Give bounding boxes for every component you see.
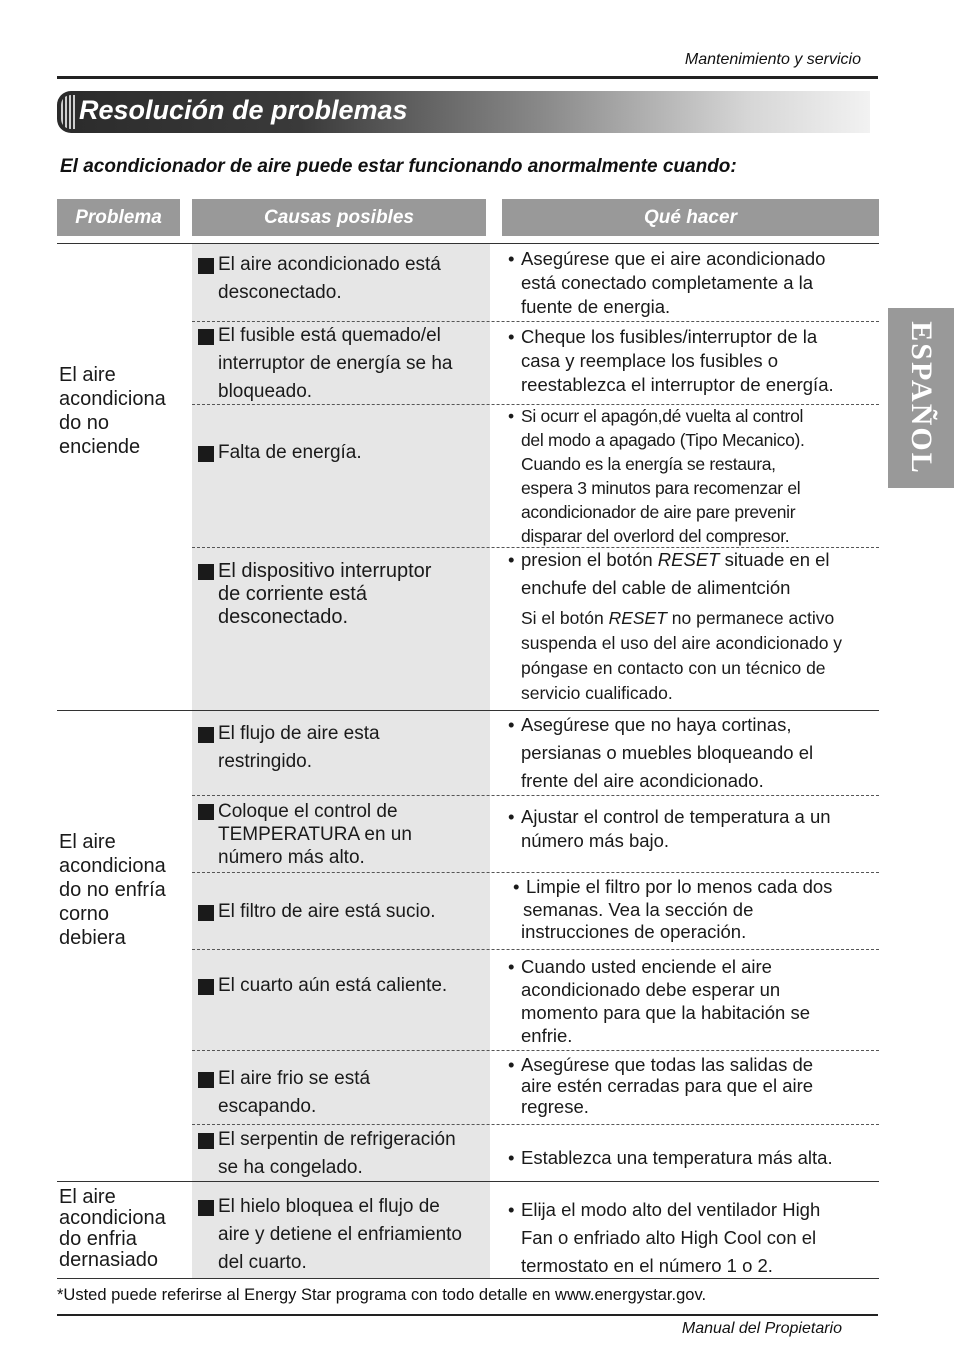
bullet-dot-icon: • xyxy=(508,248,515,269)
action-line: semanas. Vea la sección de xyxy=(523,898,754,920)
action-line: Asegúrese que ei aire acondicionado xyxy=(521,248,826,269)
cause-line: escapando. xyxy=(218,1096,317,1117)
problem-line: acondiciona xyxy=(59,1207,166,1229)
cause-airflow-restricted xyxy=(198,720,486,776)
bullet-square-icon xyxy=(198,329,214,345)
cause-cold-air-escaping xyxy=(198,1065,486,1121)
bullet-square-icon xyxy=(198,979,214,995)
title-bar xyxy=(57,91,870,133)
column-header-actions: Qué hacer xyxy=(502,199,879,236)
action-text: Si el botón xyxy=(521,608,609,628)
action-line: reestablezca el interruptor de energía. xyxy=(521,374,834,395)
bullet-square-icon xyxy=(198,1072,214,1088)
bullet-dot-icon: • xyxy=(508,956,515,977)
action-line: Asegúrese que no haya cortinas, xyxy=(521,714,792,735)
rule-row xyxy=(192,949,879,950)
action-line: Ajustar el control de temperatura a un xyxy=(521,806,831,827)
action-line: servicio cualificado. xyxy=(521,683,673,703)
cause-line: Falta de energía. xyxy=(218,442,362,463)
bullet-square-icon xyxy=(198,1200,214,1216)
problem-line: do no xyxy=(59,412,110,434)
bullet-square-icon xyxy=(198,446,214,462)
action-line: frente del aire acondicionado. xyxy=(521,770,764,791)
bullet-square-icon xyxy=(198,727,214,743)
cause-line: aire y detiene el enfriamiento xyxy=(218,1224,462,1245)
action-line: Asegúrese que todas las salidas de xyxy=(521,1054,814,1075)
language-tab xyxy=(888,308,954,488)
bullet-dot-icon: • xyxy=(508,406,514,426)
action-line: Limpie el filtro por lo menos cada dos xyxy=(526,876,833,897)
bullet-square-icon xyxy=(198,564,214,580)
cause-line: bloqueado. xyxy=(218,381,313,402)
action-lower-temperature xyxy=(508,805,898,853)
problem-too-cold xyxy=(59,1187,166,1271)
cause-breaker-tripped xyxy=(198,560,486,629)
bullet-dot-icon: • xyxy=(508,549,515,570)
cause-line: del cuarto. xyxy=(218,1252,307,1273)
cause-room-hot xyxy=(198,972,486,1000)
cause-line: Coloque el control de xyxy=(218,801,398,822)
problem-line: acondiciona xyxy=(59,855,166,877)
action-line: está conectado completamente a la xyxy=(521,272,814,293)
cause-line: número más alto. xyxy=(218,847,365,868)
rule-row xyxy=(192,1050,879,1051)
action-line: Elija el modo alto del ventilador High xyxy=(521,1199,821,1220)
cause-line: El dispositivo interruptor xyxy=(218,560,432,582)
action-line: enchufe del cable de alimentción xyxy=(521,577,791,598)
rule-row xyxy=(192,872,879,873)
problem-line: El aire xyxy=(59,831,116,853)
action-press-reset xyxy=(508,546,898,706)
problem-line: acondiciona xyxy=(59,388,166,410)
problem-line: dernasiado xyxy=(59,1249,158,1271)
action-line: Cheque los fusibles/interruptor de la xyxy=(521,326,818,347)
column-header-causes: Causas posibles xyxy=(192,199,486,236)
problem-not-cooling xyxy=(59,830,166,950)
action-line: número más bajo. xyxy=(521,830,670,851)
action-line: instrucciones de operación. xyxy=(521,921,747,942)
bullet-square-icon xyxy=(198,905,214,921)
action-line: acondicionado debe esperar un xyxy=(521,979,781,1000)
bullet-square-icon xyxy=(198,804,214,820)
cause-coil-frozen xyxy=(198,1126,486,1182)
cause-line: interruptor de energía se ha xyxy=(218,353,453,374)
action-check-fuses xyxy=(508,325,898,397)
action-line: fuente de energia. xyxy=(521,296,671,317)
bullet-dot-icon: • xyxy=(508,326,515,347)
cause-line: de corriente está xyxy=(218,583,367,605)
cause-dirty-filter xyxy=(198,898,486,926)
reset-label: RESET xyxy=(608,608,667,628)
title-stripes xyxy=(61,95,77,129)
cause-line: restringido. xyxy=(218,751,312,772)
action-high-fan xyxy=(508,1196,898,1280)
problem-line: enciende xyxy=(59,436,141,458)
problem-line: do no enfría xyxy=(59,879,166,901)
action-line: momento para que la habitación se xyxy=(521,1002,810,1023)
action-clean-filter xyxy=(508,876,898,944)
cause-line: El aire frio se está xyxy=(218,1068,371,1089)
page-title: Resolución de problemas xyxy=(79,95,408,125)
cause-power-failure xyxy=(198,439,486,467)
reset-label: RESET xyxy=(657,549,720,570)
cause-line: El serpentin de refrigeración xyxy=(218,1129,456,1150)
action-line: persianas o muebles bloqueando el xyxy=(521,742,814,763)
action-line: póngase en contacto con un técnico de xyxy=(521,658,826,678)
cause-blown-fuse xyxy=(198,322,486,406)
problem-line: El aire xyxy=(59,364,116,386)
language-tab-label: ESPAÑOL xyxy=(905,321,938,475)
problem-no-power xyxy=(59,363,166,459)
bullet-dot-icon: • xyxy=(508,1054,515,1075)
bullet-dot-icon: • xyxy=(508,714,515,735)
cause-temperature-high xyxy=(198,800,486,869)
page-subtitle: El acondicionador de aire puede estar funcionando anormalmente cuando: xyxy=(60,156,737,177)
action-line: Establezca una temperatura más alta. xyxy=(521,1147,833,1168)
action-line: acondicionador de aire pare prevenir xyxy=(521,502,796,522)
rule-row xyxy=(192,795,879,796)
bullet-square-icon xyxy=(198,1133,214,1149)
rule-row xyxy=(192,1124,879,1125)
action-line: Fan o enfriado alto High Cool con el xyxy=(521,1227,817,1248)
cause-line: se ha congelado. xyxy=(218,1157,363,1178)
problem-line: corno xyxy=(59,903,110,925)
bottom-rule xyxy=(57,1314,878,1316)
action-line xyxy=(521,546,898,574)
action-close-vents xyxy=(508,1054,898,1117)
action-text: no permanece activo xyxy=(666,608,835,628)
problem-line: do enfria xyxy=(59,1228,137,1250)
action-line: aire estén cerradas para que el aire xyxy=(521,1075,814,1096)
cause-line: El hielo bloquea el flujo de xyxy=(218,1196,440,1217)
bullet-dot-icon: • xyxy=(508,1199,515,1220)
action-text: situade en el xyxy=(719,549,830,570)
bullet-dot-icon: • xyxy=(508,1147,515,1168)
action-check-plug xyxy=(508,247,898,319)
action-line: espera 3 minutos para recomenzar el xyxy=(521,478,801,498)
action-line: casa y reemplace los fusibles o xyxy=(521,350,779,371)
cause-line: El cuarto aún está caliente. xyxy=(218,975,448,996)
action-line: regrese. xyxy=(521,1096,589,1117)
cause-line: TEMPERATURA en un xyxy=(218,824,412,845)
cause-line: desconectado. xyxy=(218,282,342,303)
problem-line: debiera xyxy=(59,927,126,949)
action-power-outage xyxy=(508,404,898,548)
cause-line: El aire acondicionado está xyxy=(218,254,441,275)
action-line: del modo a apagado (Tipo Mecanico). xyxy=(521,430,805,450)
rule-table-top xyxy=(57,243,879,244)
cause-line: desconectado. xyxy=(218,606,349,628)
cause-unplugged xyxy=(198,251,486,307)
footnote: *Usted puede referirse al Energy Star programa con todo detalle en www.energystar.gov. xyxy=(57,1286,707,1304)
action-text: presion el botón xyxy=(521,549,658,570)
action-clear-front xyxy=(508,711,898,795)
problem-line: El aire xyxy=(59,1186,116,1208)
page-footer: Manual del Propietario xyxy=(681,1320,842,1337)
action-raise-temperature xyxy=(508,1146,898,1170)
action-line xyxy=(521,606,898,631)
cause-ice-blocking xyxy=(198,1193,486,1277)
action-line: Cuando es la energía se restaura, xyxy=(521,454,776,474)
action-line: suspenda el uso del aire acondicionado y xyxy=(521,633,843,653)
action-line: disparar del overlord del compresor. xyxy=(521,526,790,546)
cause-line: El fusible está quemado/el xyxy=(218,325,441,346)
action-line: termostato en el número 1 o 2. xyxy=(521,1255,773,1276)
column-header-problem: Problema xyxy=(57,199,180,236)
bullet-dot-icon: • xyxy=(508,806,515,827)
action-wait-cooling xyxy=(508,955,898,1047)
action-sub xyxy=(521,606,898,706)
action-line: Cuando usted enciende el aire xyxy=(521,956,772,977)
action-line: enfrie. xyxy=(521,1025,573,1046)
section-header: Mantenimiento y servicio xyxy=(684,51,861,68)
top-rule xyxy=(57,76,878,79)
bullet-square-icon xyxy=(198,258,214,274)
bullet-dot-icon: • xyxy=(513,876,520,897)
action-line: Si ocurr el apagón,dé vuelta al control xyxy=(521,406,804,426)
cause-line: El flujo de aire esta xyxy=(218,723,380,744)
cause-line: El filtro de aire está sucio. xyxy=(218,901,436,922)
